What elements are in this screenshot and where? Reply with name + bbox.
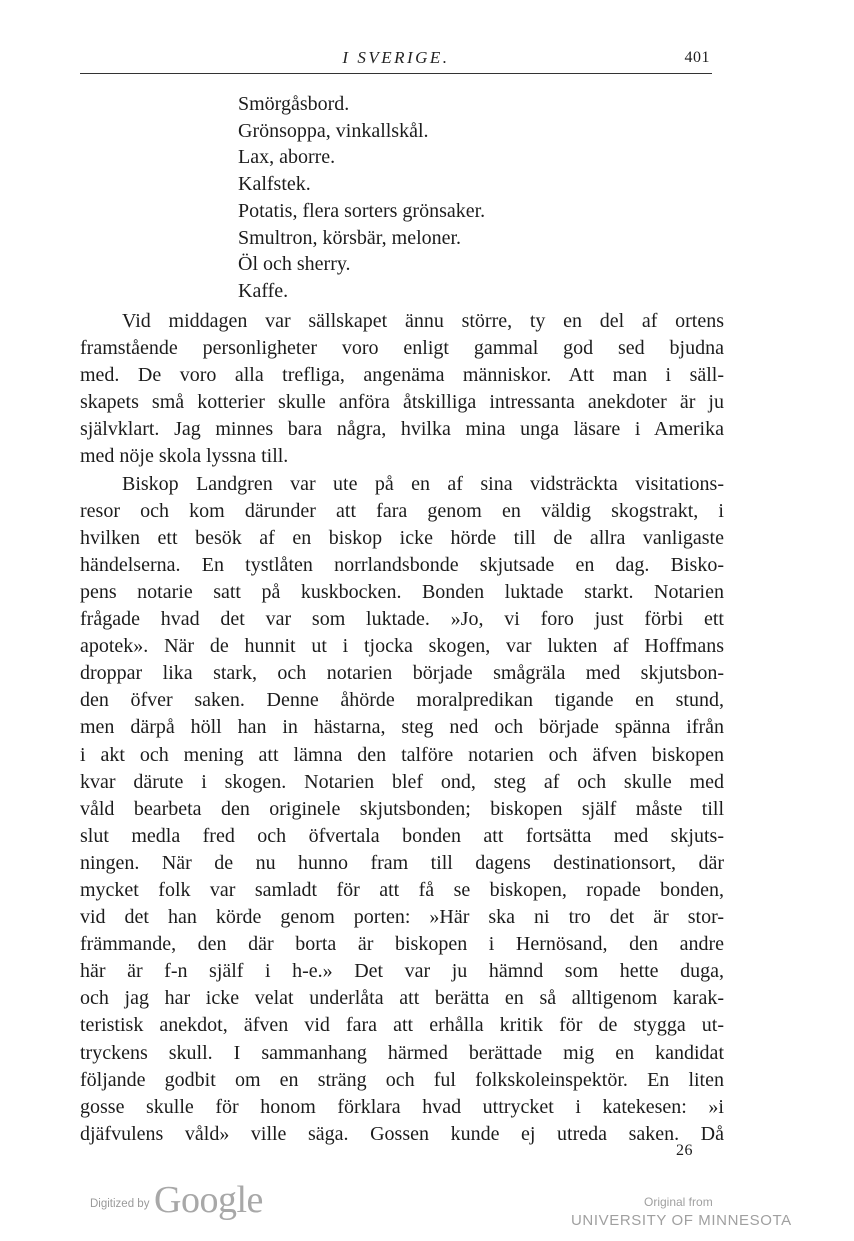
text-line: tryckens skull. I sammanhang härmed berättade mig en kandidat	[80, 1041, 724, 1064]
text-line: men därpå höll han in hästarna, steg ned och började spänna ifrån	[80, 716, 724, 739]
menu-list	[238, 91, 485, 305]
text-line: självklart. Jag minnes bara några, hvilka mina unga läsare i Amerika	[80, 418, 724, 441]
text-line: resor och kom därunder att fara genom en väldig skogstrakt, i	[80, 499, 724, 522]
text-line: och jag har icke velat underlåta att berätta en så alltigenom karak-	[80, 987, 724, 1010]
google-logo: Google	[154, 1179, 263, 1221]
menu-item: Kalfstek.	[238, 173, 311, 196]
text-line: pens notarie satt på kuskbocken. Bonden luktade starkt. Notarien	[80, 580, 724, 603]
text-line: kvar därute i skogen. Notarien blef ond, steg af och skulle med	[80, 770, 724, 793]
text-line: droppar lika stark, och notarien började smågräla med skjutsbon-	[80, 662, 724, 685]
text-line: ningen. När de nu hunno fram till dagens destinationsort, där	[80, 851, 724, 874]
text-line: djäfvulens våld» ville säga. Gossen kunde ej utreda saken. Då	[80, 1122, 724, 1145]
text-line: framstående personligheter voro enligt gammal god sed bjudna	[80, 337, 724, 360]
text-line: apotek». När de hunnit ut i tjocka skogen, var lukten af Hoffmans	[80, 635, 724, 658]
text-line: den öfver saken. Denne åhörde moralpredikan tigande en stund,	[80, 689, 724, 712]
text-line: skapets små kotterier skulle anföra åtskilliga intressanta anekdoter är ju	[80, 391, 724, 414]
header-rule	[80, 73, 712, 74]
body-text	[80, 308, 724, 1148]
text-line: frågade hvad det var som luktade. »Jo, vi foro just förbi ett	[80, 608, 724, 631]
text-line: följande godbit om en sträng och ful folkskoleinspektör. En liten	[80, 1068, 724, 1091]
text-line: slut medla fred och öfvertala bonden att fortsätta med skjuts-	[80, 824, 724, 847]
text-line: med. De voro alla trefliga, angenäma människor. Att man i säll-	[80, 364, 724, 387]
text-line: Biskop Landgren var ute på en af sina vidsträckta visitations-	[122, 472, 724, 495]
menu-item: Kaffe.	[238, 279, 289, 302]
text-line: händelserna. En tystlåten norrlandsbonde skjutsade en dag. Bisko-	[80, 553, 724, 576]
menu-item: Potatis, flera sorters grönsaker.	[238, 199, 486, 222]
digitized-by-label: Digitized by	[90, 1198, 150, 1210]
text-line: vid det han körde genom porten: »Här ska ni tro det är stor-	[80, 906, 724, 929]
menu-item: Lax, aborre.	[238, 146, 336, 169]
menu-item: Öl och sherry.	[238, 253, 351, 276]
page-number: 401	[684, 49, 710, 66]
text-line: gosse skulle för honom förklara hvad uttrycket i katekesen: »i	[80, 1095, 724, 1118]
menu-item: Smörgåsbord.	[238, 93, 350, 115]
text-line: Vid middagen var sällskapet ännu större, ty en del af ortens	[122, 310, 724, 332]
text-line: mycket folk var samladt för att få se biskopen, ropade bonden,	[80, 878, 724, 901]
running-title: I SVERIGE.	[342, 48, 450, 67]
running-head	[80, 46, 712, 76]
text-line: här är f-n själf i h-e.» Det var ju hämnd som hette duga,	[80, 960, 724, 983]
folio-signature: 26	[676, 1142, 693, 1159]
text-line: hvilken ett besök af en biskop icke hörde till de allra vanligaste	[80, 526, 724, 549]
university-label: UNIVERSITY OF MINNESOTA	[571, 1212, 792, 1229]
text-line: i akt och mening att lämna den talföre notarien och äfven biskopen	[80, 743, 724, 766]
text-line: med nöje skola lyssna till.	[80, 445, 289, 468]
text-line: våld bearbeta den originele skjutsbonden; biskopen själf måste till	[80, 797, 724, 820]
menu-item: Smultron, körsbär, meloner.	[238, 226, 462, 249]
text-line: främmande, den där borta är biskopen i Hernösand, den andre	[80, 933, 724, 956]
menu-item: Grönsoppa, vinkallskål.	[238, 119, 429, 142]
text-line: teristisk anekdot, äfven vid fara att erhålla kritik för de stygga ut-	[80, 1014, 724, 1037]
original-from-label: Original from	[644, 1195, 713, 1209]
